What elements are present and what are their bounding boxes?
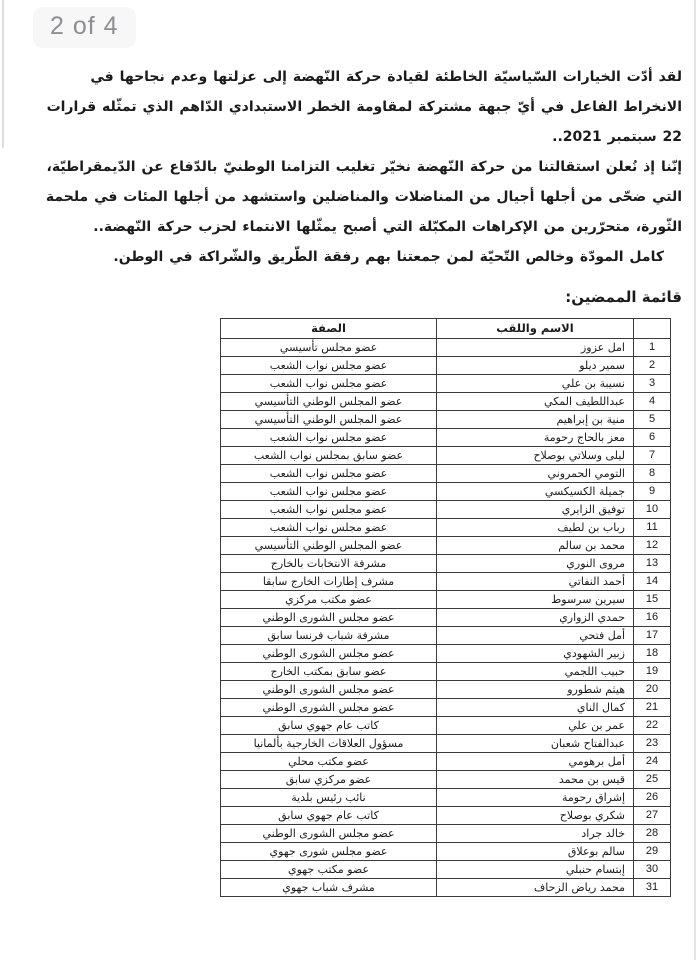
table-row <box>221 699 671 717</box>
signatory-role: عضو مركزي سابق <box>221 771 437 789</box>
signatory-name: نسيبة بن علي <box>437 375 634 393</box>
header-number <box>634 319 671 339</box>
signatory-name: كمال الناي <box>437 699 634 717</box>
row-number: 31 <box>634 879 671 897</box>
left-edge-line <box>2 0 4 148</box>
paragraph-resignation: إنّنا إذ نُعلن استقالتنا من حركة النّهضة نخيّر تغليب التزامنا الوطنيّ بالدّفاع عن الدّيمقراطيّة، التي ضحّى من أجلها أجيال من المناضلات والمناضلين واستشهد من أجلها المئات في ملحمة الثّورة، متحرّرين من الإكراهات المكبّلة التي أصبح يمثّلها الانتماء لحزب حركة النّهضة.. <box>45 159 682 235</box>
row-number: 12 <box>634 537 671 555</box>
row-number: 5 <box>634 411 671 429</box>
signatory-name: أمل برهومي <box>437 753 634 771</box>
header-role: الصفة <box>221 319 437 339</box>
signatory-name: رباب بن لطيف <box>437 519 634 537</box>
row-number: 21 <box>634 699 671 717</box>
table-row <box>221 393 671 411</box>
signatory-role: عضو مجلس الشورى الوطني <box>221 699 437 717</box>
table-row <box>221 753 671 771</box>
signatory-name: إبتسام حنبلي <box>437 861 634 879</box>
row-number: 13 <box>634 555 671 573</box>
signatory-role: عضو مجلس شورى جهوي <box>221 843 437 861</box>
table-row <box>221 627 671 645</box>
table-row <box>221 861 671 879</box>
signatory-name: امل عزوز <box>437 339 634 357</box>
table-row <box>221 483 671 501</box>
table-row <box>221 825 671 843</box>
signatory-role: عضو مجلس نواب الشعب <box>221 501 437 519</box>
signatory-name: عمر بن علي <box>437 717 634 735</box>
row-number: 20 <box>634 681 671 699</box>
signatory-name: إشراق رحومة <box>437 789 634 807</box>
signatory-role: عضو سابق بمجلس نواب الشعب <box>221 447 437 465</box>
table-row <box>221 771 671 789</box>
paragraph-intro: لقد أدّت الخيارات السّياسيّة الخاطئة لقيادة حركة النّهضة إلى عزلتها وعدم نجاحها في الانخراط الفاعل في أيّ جبهة مشتركة لمقاومة الخطر الاستبدادي الدّاهم الذي تمثّله قرارات 22 سبتمبر 2021.. <box>46 69 682 145</box>
signatory-role: عضو مجلس نواب الشعب <box>221 429 437 447</box>
table-body <box>221 339 671 897</box>
row-number: 2 <box>634 357 671 375</box>
table-row <box>221 447 671 465</box>
signatory-name: معز بالحاج رحومة <box>437 429 634 447</box>
signatory-role: مشرفة الانتخابات بالخارج <box>221 555 437 573</box>
table-row <box>221 645 671 663</box>
signatory-name: شكري بوصلاح <box>437 807 634 825</box>
signatory-role: كاتب عام جهوي سابق <box>221 807 437 825</box>
signatory-name: جميلة الكسيكسي <box>437 483 634 501</box>
signatory-name: ليلى وسلاتي بوصلاح <box>437 447 634 465</box>
signatory-role: مسؤول العلاقات الخارجية بألمانيا <box>221 735 437 753</box>
signatory-role: عضو مجلس نواب الشعب <box>221 483 437 501</box>
signatory-role: مشرف إطارات الخارج سابقا <box>221 573 437 591</box>
table-row <box>221 429 671 447</box>
signatory-role: عضو المجلس الوطني التأسيسي <box>221 411 437 429</box>
row-number: 10 <box>634 501 671 519</box>
signatory-role: عضو مجلس تأسيسي <box>221 339 437 357</box>
table-row <box>221 681 671 699</box>
signatory-name: محمد رياض الزحاف <box>437 879 634 897</box>
row-number: 6 <box>634 429 671 447</box>
signatory-name: خالد جراد <box>437 825 634 843</box>
table-row <box>221 663 671 681</box>
table-row <box>221 843 671 861</box>
signatory-role: عضو سابق بمكتب الخارج <box>221 663 437 681</box>
row-number: 25 <box>634 771 671 789</box>
row-number: 8 <box>634 465 671 483</box>
signatory-role: عضو مكتب جهوي <box>221 861 437 879</box>
row-number: 26 <box>634 789 671 807</box>
table-row <box>221 609 671 627</box>
signatory-name: منية بن إبراهيم <box>437 411 634 429</box>
signatory-role: عضو مجلس الشورى الوطني <box>221 825 437 843</box>
table-row <box>221 591 671 609</box>
row-number: 15 <box>634 591 671 609</box>
signatory-name: حبيب اللجمي <box>437 663 634 681</box>
table-row <box>221 519 671 537</box>
table-row <box>221 879 671 897</box>
row-number: 9 <box>634 483 671 501</box>
table-row <box>221 465 671 483</box>
table-row <box>221 735 671 753</box>
table-row <box>221 411 671 429</box>
row-number: 27 <box>634 807 671 825</box>
signatory-role: عضو مجلس الشورى الوطني <box>221 645 437 663</box>
table-row <box>221 573 671 591</box>
page-indicator: 2 of 4 <box>33 7 136 48</box>
signatory-name: محمد بن سالم <box>437 537 634 555</box>
right-edge-line <box>694 0 696 960</box>
signatory-name: عبدالفتاح شعبان <box>437 735 634 753</box>
signatory-name: قيس بن محمد <box>437 771 634 789</box>
signatory-name: زبير الشهودي <box>437 645 634 663</box>
row-number: 18 <box>634 645 671 663</box>
table-row <box>221 717 671 735</box>
signatory-name: أمل فتحي <box>437 627 634 645</box>
signatory-name: توفيق الزايري <box>437 501 634 519</box>
table-row <box>221 501 671 519</box>
row-number: 17 <box>634 627 671 645</box>
table-row <box>221 555 671 573</box>
signatory-role: عضو المجلس الوطني التأسيسي <box>221 393 437 411</box>
signatory-role: عضو مجلس نواب الشعب <box>221 519 437 537</box>
signatory-name: أحمد النفاتي <box>437 573 634 591</box>
row-number: 16 <box>634 609 671 627</box>
signatory-role: عضو مجلس نواب الشعب <box>221 375 437 393</box>
row-number: 11 <box>634 519 671 537</box>
table-header-row <box>221 319 671 339</box>
signatory-role: عضو مجلس الشورى الوطني <box>221 609 437 627</box>
signatory-name: حمدي الزواري <box>437 609 634 627</box>
row-number: 29 <box>634 843 671 861</box>
signatory-name: سالم بوعلاق <box>437 843 634 861</box>
row-number: 19 <box>634 663 671 681</box>
signatory-role: عضو مجلس الشورى الوطني <box>221 681 437 699</box>
row-number: 30 <box>634 861 671 879</box>
table-row <box>221 537 671 555</box>
signatory-role: عضو مجلس نواب الشعب <box>221 357 437 375</box>
row-number: 1 <box>634 339 671 357</box>
signatory-name: التومي الحمروني <box>437 465 634 483</box>
signatory-role: مشرف شباب جهوي <box>221 879 437 897</box>
table-row <box>221 339 671 357</box>
signatory-role: عضو مكتب مركزي <box>221 591 437 609</box>
row-number: 3 <box>634 375 671 393</box>
paragraph-closing: كامل المودّة وخالص التّحيّة لمن جمعتنا بهم رفقة الطّريق والشّراكة في الوطن. <box>113 249 664 265</box>
signatories-table <box>220 318 671 897</box>
signatory-role: عضو مجلس نواب الشعب <box>221 465 437 483</box>
row-number: 28 <box>634 825 671 843</box>
row-number: 7 <box>634 447 671 465</box>
table-row <box>221 375 671 393</box>
row-number: 22 <box>634 717 671 735</box>
signatory-name: هيثم شطورو <box>437 681 634 699</box>
header-name: الاسم واللقب <box>437 319 634 339</box>
signatories-heading: قائمة الممضين: <box>565 288 682 306</box>
row-number: 14 <box>634 573 671 591</box>
signatory-role: مشرفة شباب فرنسا سابق <box>221 627 437 645</box>
signatory-name: سيرين سرسوط <box>437 591 634 609</box>
signatory-name: مروى النوري <box>437 555 634 573</box>
row-number: 23 <box>634 735 671 753</box>
signatory-name: عبداللطيف المكي <box>437 393 634 411</box>
signatory-name: سمير ديلو <box>437 357 634 375</box>
row-number: 24 <box>634 753 671 771</box>
table-row <box>221 357 671 375</box>
table-row <box>221 807 671 825</box>
signatory-role: عضو المجلس الوطني التأسيسي <box>221 537 437 555</box>
signatory-role: عضو مكتب محلي <box>221 753 437 771</box>
row-number: 4 <box>634 393 671 411</box>
signatory-role: نائب رئيس بلدية <box>221 789 437 807</box>
signatory-role: كاتب عام جهوي سابق <box>221 717 437 735</box>
table-row <box>221 789 671 807</box>
